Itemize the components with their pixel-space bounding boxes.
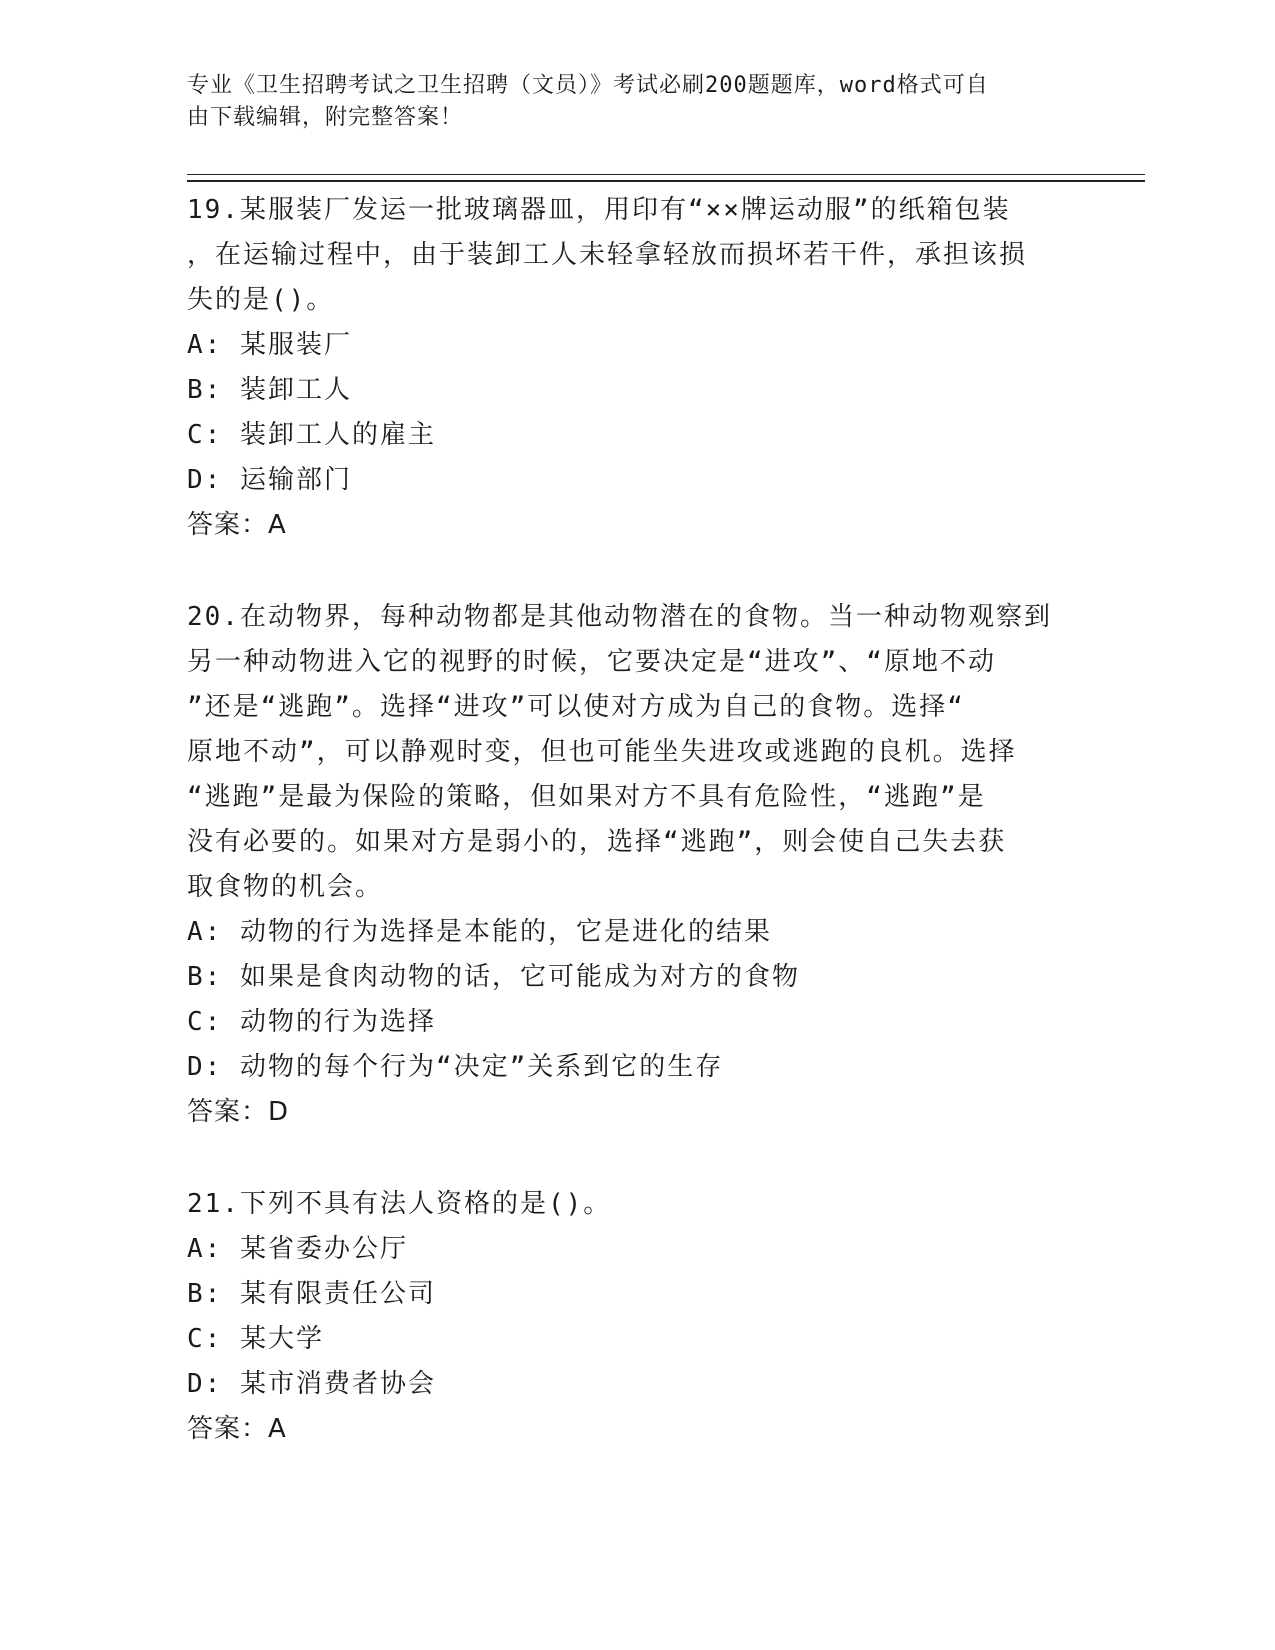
document-header bbox=[187, 70, 1067, 134]
option-c: C: 动物的行为选择 bbox=[187, 1007, 436, 1037]
option-d: D: 动物的每个行为“决定”关系到它的生存 bbox=[187, 1052, 724, 1082]
question-21 bbox=[187, 1182, 1087, 1452]
question-stem-line: 取食物的机会。 bbox=[187, 872, 384, 902]
question-stem-line: ，在运输过程中，由于装卸工人未轻拿轻放而损坏若干件，承担该损 bbox=[187, 240, 1028, 270]
question-stem-line: 失的是()。 bbox=[187, 285, 335, 315]
option-a: A: 动物的行为选择是本能的，它是进化的结果 bbox=[187, 917, 772, 947]
option-d: D: 某市消费者协会 bbox=[187, 1369, 436, 1399]
option-b: B: 某有限责任公司 bbox=[187, 1279, 436, 1309]
option-c: C: 装卸工人的雇主 bbox=[187, 420, 436, 450]
question-stem-line: 另一种动物进入它的视野的时候，它要决定是“进攻”、“原地不动 bbox=[187, 647, 996, 677]
question-stem-line: 20.在动物界，每种动物都是其他动物潜在的食物。当一种动物观察到 bbox=[187, 602, 1052, 632]
header-line-2: 由下载编辑，附完整答案！ bbox=[187, 105, 464, 130]
question-list bbox=[187, 188, 1087, 1499]
option-a: A: 某服装厂 bbox=[187, 330, 352, 360]
answer-line: 答案：A bbox=[187, 1414, 287, 1444]
question-stem-line: 19.某服装厂发运一批玻璃器皿，用印有“××牌运动服”的纸箱包装 bbox=[187, 195, 1011, 225]
option-c: C: 某大学 bbox=[187, 1324, 324, 1354]
question-stem-line: “逃跑”是最为保险的策略，但如果对方不具有危险性，“逃跑”是 bbox=[187, 782, 986, 812]
option-d: D: 运输部门 bbox=[187, 465, 352, 495]
question-20 bbox=[187, 595, 1087, 1135]
header-line-1: 专业《卫生招聘考试之卫生招聘（文员）》考试必刷200题题库，word格式可自 bbox=[187, 73, 989, 98]
header-divider-thin bbox=[187, 174, 1145, 175]
header-divider-thick bbox=[187, 180, 1145, 182]
question-stem-line: ”还是“逃跑”。选择“进攻”可以使对方成为自己的食物。选择“ bbox=[187, 692, 965, 722]
question-stem-line: 没有必要的。如果对方是弱小的，选择“逃跑”，则会使自己失去获 bbox=[187, 827, 1007, 857]
option-b: B: 如果是食肉动物的话，它可能成为对方的食物 bbox=[187, 962, 800, 992]
option-b: B: 装卸工人 bbox=[187, 375, 352, 405]
answer-line: 答案：D bbox=[187, 1097, 290, 1127]
question-stem-line: 原地不动”，可以静观时变，但也可能坐失进攻或逃跑的良机。选择 bbox=[187, 737, 1017, 767]
question-stem-line: 21.下列不具有法人资格的是()。 bbox=[187, 1189, 612, 1219]
answer-line: 答案：A bbox=[187, 510, 287, 540]
question-19 bbox=[187, 188, 1087, 548]
option-a: A: 某省委办公厅 bbox=[187, 1234, 408, 1264]
